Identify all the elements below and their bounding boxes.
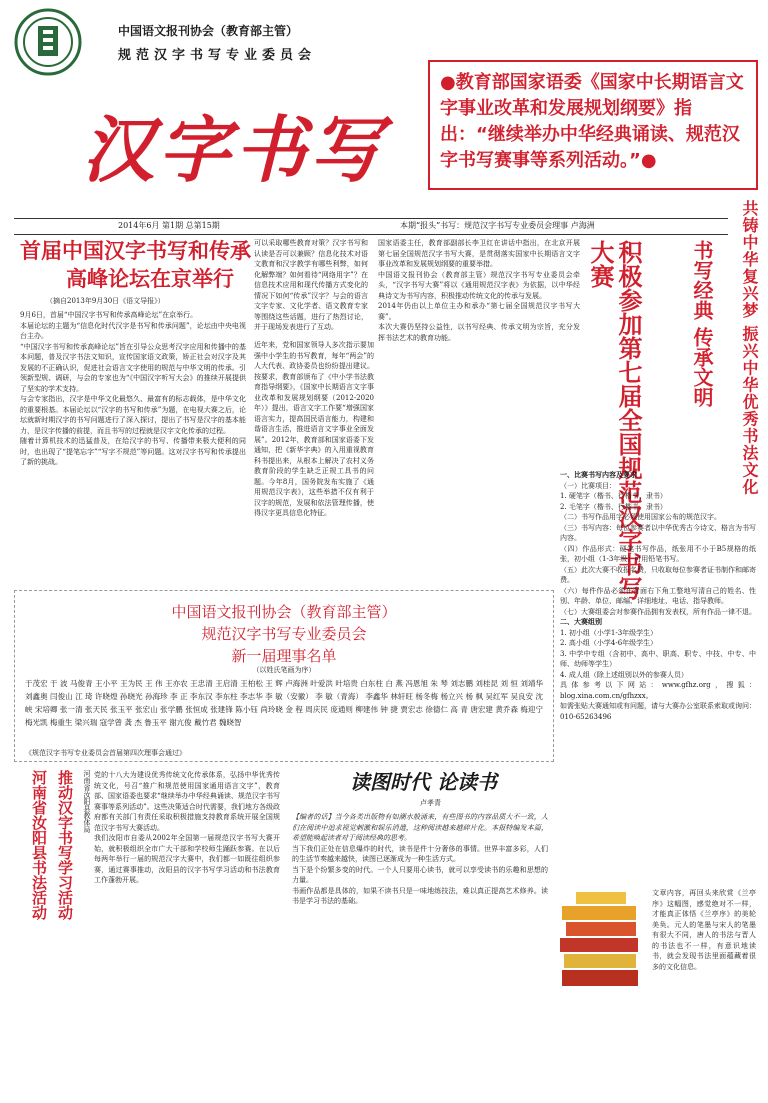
notice-title-2: 规范汉字书写专业委员会 [201,625,367,643]
lead-col2-p1: 可以采取哪些教育对策？汉字书写和认读是否可以兼顾？信息化技术对语文教育和汉字教学有哪些利弊，如何化解弊端？如何看待“网络用字”？在信息技术应用和现代传播方式变化的情况下如何“传承”汉字？与会的语言文字专家、文化学者、语文教育专家等围绕这些话题，进行了热烈讨论，并于现场发表进行了互动。 [254,239,368,331]
rule-4: （四）作品形式：硬笔书写作品，纸张用不小于B5规格的纸张，初小组（1-3年级）可用铅笔书写。 [560,544,756,563]
notice-footnote: 《规范汉字书写专业委员会首届第四次理事会通过》 [25,749,186,757]
reading-title: 读图时代 论读书 [350,770,497,794]
lead-column-3 [254,340,374,585]
lead-p4: 与会专家指出，汉字是中华文化最悠久、最富有的标志载体，是中华文化的重要根基。本届论坛以“汉字的书写和传承”为题，在电视大赛之后，论坛就新时期汉字的书写问题进行了深入探讨，提出了书写是汉字的基本能力，是汉字传播的前提，而且书写的过程就是汉字文化传承的过程。 [20,395,246,435]
contest-p2: 中国语文报刊协会（教育部主管）规范汉字书写专业委员会牵头，“汉字书写大赛”将以《通用规范汉字表》为依据，以中华经典诗文为书写内容，积极推动传统文化的传承与发展。 [378,270,580,300]
lead-p1: 9月6日，首届“中国汉字书写和传承高峰论坛”在京举行。 [20,311,198,319]
henan-p1: 党的十八大为建设优秀传统文化传承体系，弘扬中华优秀传统文化，号召“推广和规范使用国家通用语言文字”，教育部、国家语委也要求“继续举办中华经典诵读、规范汉字书写赛事等系列活动”。这些决策适合时代需要，我们地方各级政府都有关部门有责任采取积极措施支持教育系统开展全国规范汉字书写大赛活动。 [94,771,280,832]
rule-1b: 2. 毛笔字（楷书、行楷书、隶书） [560,502,667,511]
reading-p4: 文章内容，再回头来欣赏《兰亭序》这幅图，感觉绝对不一样，才能真正体悟《兰亭序》的美轮美奂。元人的笔墨与宋人的笔墨有很大不同，唐人的书法与晋人的书法也不一样，有意识地读书，就会发现书法里面蕴藏着很多的文化信息。 [652,889,756,971]
lead-column-1 [20,310,246,585]
header-rule-top [14,218,728,219]
side-slogan: 共铸中华复兴梦 振兴中华优秀书法文化 [740,200,759,496]
lead-headline-2: 高峰论坛在京举行 [66,267,234,291]
association-logo [14,8,82,76]
reading-p3: 书画作品都是具体的，如果不读书只是一味地练技法，难以真正提高艺术修养。读书是学习书法的基础。 [292,886,548,905]
henan-heading-right: 推动汉字书写学习活动 [56,770,74,920]
reading-continued [556,888,756,1095]
contest-p3: 2014年仍由以上单位主办和承办“第七届全国规范汉字书写大赛”。 [378,302,580,321]
henan-heading-left: 河南省汝阳县书法活动 [30,770,48,920]
group-3: 3. 中学中专组（含初中、高中、职高、职专、中技、中专、中师、幼师等学生） [560,649,756,668]
contest-vertical-heading: 积极参加第七届全国规范汉字书写大赛 [586,240,642,600]
reading-body [292,812,548,1095]
notice-title-3: 新一届理事名单 [231,647,337,665]
lead-source: （摘自2013年9月30日《语文导报》） [46,297,165,305]
contest-contact: 如需张贴大赛通知或有问题，请与大赛办公室联系索取或询问：010-65263496 [560,702,756,721]
lead-headline-1: 首届中国汉字书写和传承 [20,239,251,263]
contest-p4: 本次大赛仍坚持公益性，以书写经典、传承文明为宗旨，充分发挥书法艺术的教育功能。 [378,323,580,342]
notice-order-note: （以姓氏笔画为序） [252,666,316,674]
notice-title-1: 中国语文报刊协会（教育部主管） [171,603,397,621]
rule-1a: 1. 硬笔字（楷书、行楷书、隶书） [560,492,667,500]
henan-p2: 我们汝阳市自委从2002年全国第一届规范汉字书写大赛开始，就积极组织全市广大干部和学校师生踊跃参赛。在以后每两年举行一届的规范汉字大赛中，我们都一如既往组织参赛，通过赛事推动，汝阳县的汉字书写学习活动和书法教育工作蓬勃开展。 [94,834,280,884]
reading-p1: 当下我们正处在信息爆炸的时代，读书是件十分奢侈的事情。世界丰富多彩，人们的生活节奏越来越快，读图已逐渐成为一种生活方式。 [292,844,548,863]
lead-col2-p2: 近年来，党和国家领导人多次指示要加强中小学生的书写教育，每年“两会”的人大代表、政协委员也纷纷提出建议。按要求，教育部颁布了《中小学书法教育指导纲要》，《国家中长期语言文字事业改革和发展规划纲要（2012-2020年）》提出，语言文字工作要“增强国家语言实力，提高国民语言能力，构建和谐语言生活，推进语言文字事业全面发展”。2012年，教育部和国家语委下发通知，把《新华字典》的入用重视教育科书提出来，从根本上解决了农村义务教育阶段的学生缺乏正规工具书的问题。今年8月，国务院发布实施了《通用规范汉字表》，这些举措不仅有利于汉字的规范，发展和依法管理传播，使得汉字更具信息化特征。 [254,341,374,517]
org-line-2: 规范汉字书写专业委员会 [118,48,317,63]
contest-column-1 [378,238,580,568]
council-names: 于茂宏 于 波 马俊青 王小平 王为民 王 伟 王亦农 王忠清 王启清 王柏松 王 辉 卢海洲 叶爱洪 叶培贵 白东柱 白 燕 冯恩旭 朱 琴 刘志鹏 刘桂昆 刘 恒 刘靖华 刘鑫奥 闫俊山 江 琦 许晓煌 孙晓光 孙海珍 李 正 李东汉 李东柱 李志华 李 敏（安徽） 李 敏（青海） 李鑫华 林轩旺 杨冬梅 杨立兴 杨 枫 吴红军 吴良安 沈 峡 宋培卿 张一清 张天民 张玉平 张宏山 张学鹏 张恒成 张建锋 陈小钰 尚玲晓 金 程 周庆民 庞通则 柳建伟 钟 捷 贾宏志 徐德仁 高 青 唐宏建 黄乔森 梅迎宁 梅光凯 梅重生 梁兴瑞 寇学曾 龚 杰 鲁玉平 谢亢俊 戴竹君 魏晓智 [25,679,543,727]
rules-title: 一、比赛书写内容及要求 [560,470,637,479]
reading-note: 【编者的话】当今各类出版物有如潮水般涌来，有些图书的内容品质大不一致，人们在阅读中追求视觉刺激和娱乐消遣，这种阅读越来越碎片化。本报特编发本篇，希望能唤起读者对于阅读经典的思考。 [292,813,548,842]
contest-web: 具体参考以下网站：www.gfhz.org，搜狐：blog.xina.com.cn/gfhzxx。 [560,681,756,700]
reading-p2: 当下是个纷繁多变的时代。一个人只要用心读书，就可以享受读书的乐趣和思想的力量。 [292,865,548,884]
editor-info: 本期“报头”书写：规范汉字书写专业委员会理事 卢海洲 [400,221,595,230]
quote-box [428,60,758,190]
groups-title: 二、大赛组别 [560,617,602,626]
rule-1: （一）比赛项目： [560,481,616,490]
books-illustration [556,888,646,998]
issue-info: 2014年6月 第1期 总第15期 [118,221,220,230]
henan-sub: 河南省汝阳县教体局 [83,770,91,833]
masthead-title: 汉字书写 [82,107,387,192]
reading-author: 卢孝青 [420,799,441,807]
group-2: 2. 高小组（小学4-6年级学生） [560,639,658,647]
group-4: 4. 成人组（除上述组别以外的参赛人员） [560,670,688,679]
rule-6: （六）每件作品必须在背面右下角工整地写清自己的姓名、性别、年龄、单位、邮编、详细地址、电话、指导教师。 [560,586,756,605]
header-rule-bottom [14,234,728,235]
rule-2: （二）书写作品用字必须使用国家公布的规范汉字。 [560,513,721,521]
lead-p5: 随着计算机技术的迅猛普及，在给汉字的书写、传播带来极大便利的同时，也出现了“提笔忘字”“写字不规范”等问题。这对汉字书写和传承提出了新的挑战。 [20,437,246,466]
group-1: 1. 初小组（小学1-3年级学生） [560,628,658,637]
council-notice-box [14,590,554,762]
rule-7: （七）大赛组委会对参赛作品拥有发表权，所有作品一律不退。 [560,607,756,616]
rule-5: （五）此次大赛不收报名费，只收取每位参赛者证书制作和邮寄费。 [560,565,756,584]
contest-p1: 国家语委主任，教育部副部长李卫红在讲话中指出，在北京开展第七届全国规范汉字书写大赛，是贯彻落实国家中长期语言文字事业改革和发展规划纲要的重要举措。 [378,239,580,268]
henan-body [94,770,280,1095]
quote-text: ●教育部国家语委《国家中长期语言文字事业改革和发展规划纲要》指出：“继续举办中华经典诵读、规范汉字书写赛事等系列活动。”● [440,72,744,171]
org-line-1: 中国语文报刊协会（教育部主管） [118,24,299,38]
lead-p3: “中国汉字书写和传承高峰论坛”旨在引导公众思考汉字应用和传播中的基本问题，普及汉字书法文知识，宣传国家语文政策，矫正社会对汉字及其发展的不正确认识，促进社会语言文字使用的规范与中华文明的传承。引领新型规、调研，与会的专家也为“《中国汉字听写大会》的推续开展提供了坚实的学术支持。 [20,342,246,393]
contest-vertical-subheading: 书写经典 传承文明 [690,240,714,407]
lead-p2: 本届论坛的主题为“信息化时代汉字是书写和传承问题”，论坛由中央电视台主办。 [20,321,246,340]
rule-3: （三）书写内容：每位参赛者以中华优秀古今诗文、格言为书写内容。 [560,523,756,542]
